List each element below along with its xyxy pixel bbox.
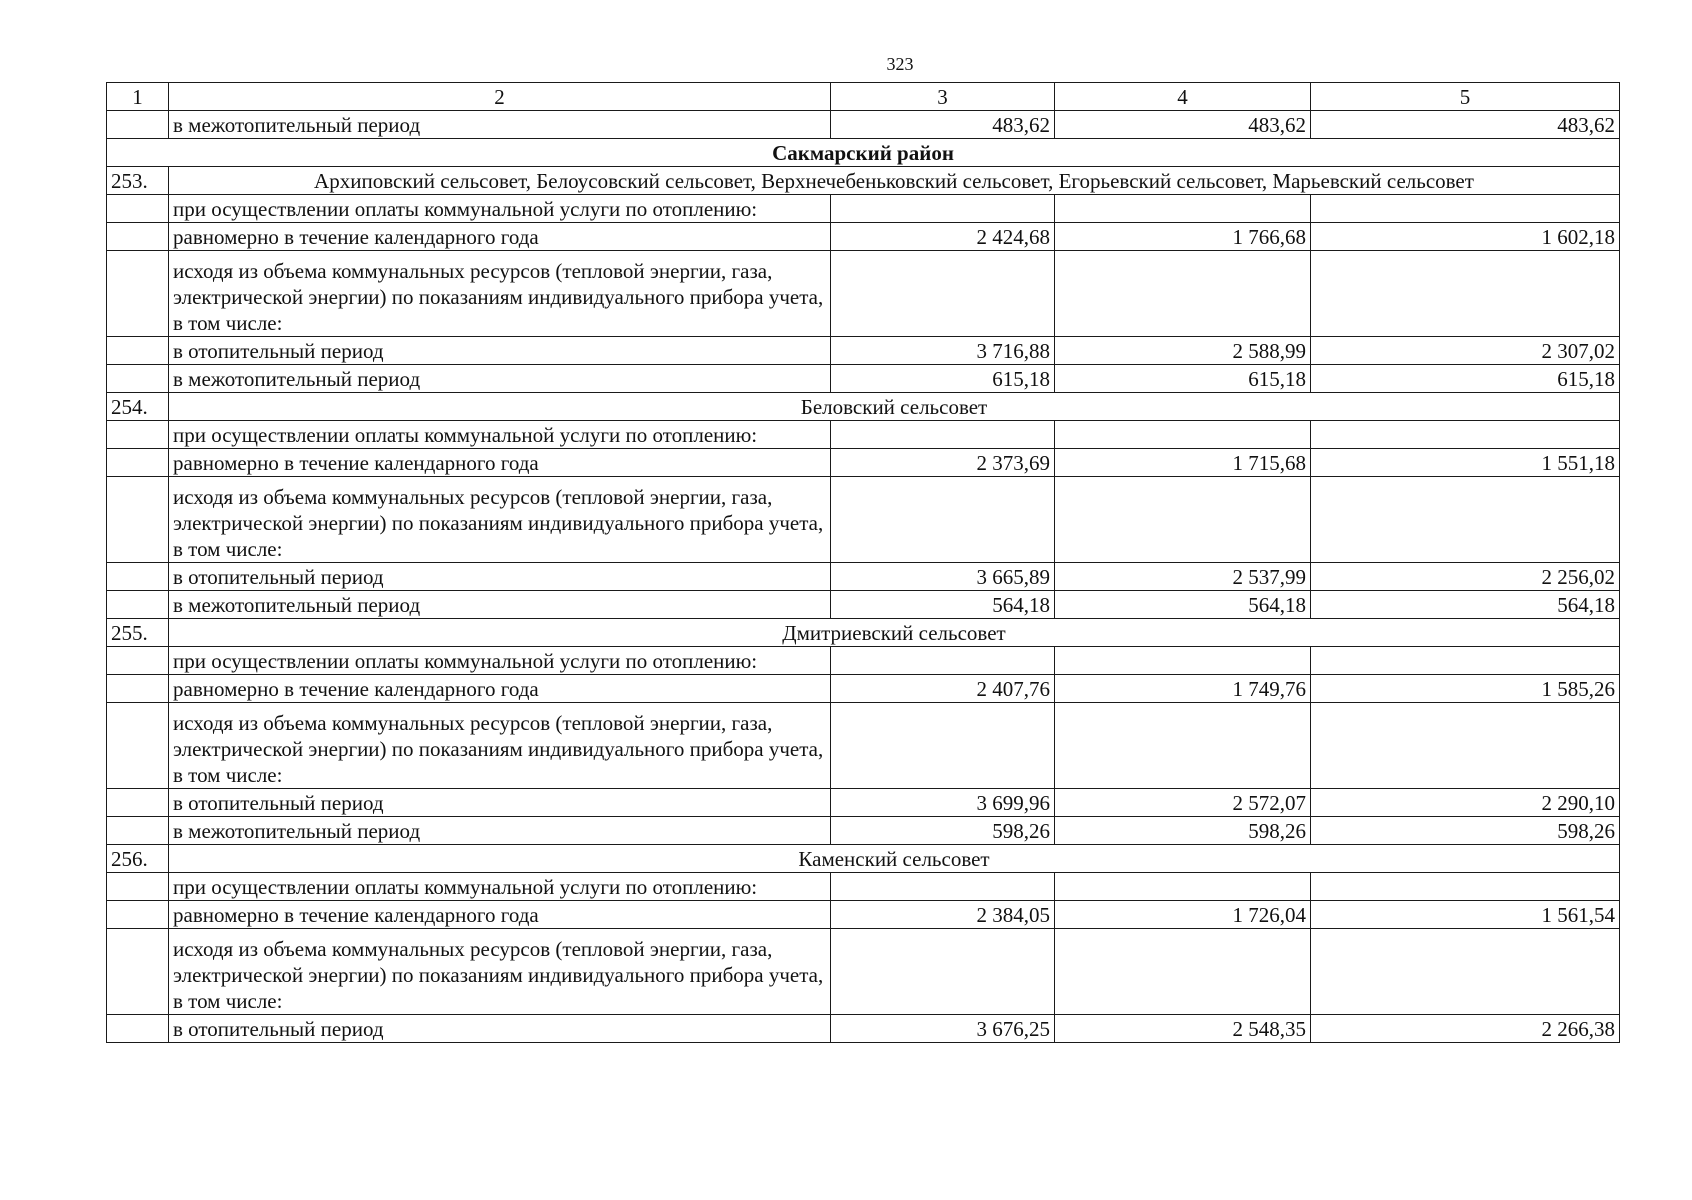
column-header-3: 3 [831,83,1055,111]
municipality-name: Архиповский сельсовет, Белоусовский сельсовет, Верхнечебеньковский сельсовет, Егорьевский сельсовет, Марьевский сельсовет [169,167,1620,195]
table-row [107,817,1620,845]
value-col-3 [831,647,1055,675]
row-number-cell [107,1015,169,1043]
table-row [107,337,1620,365]
row-number-cell [107,223,169,251]
row-label: равномерно в течение календарного года [169,449,831,477]
value-col-4: 1 715,68 [1055,449,1311,477]
value-col-4 [1055,703,1311,789]
row-label: в межотопительный период [169,365,831,393]
column-header-4: 4 [1055,83,1311,111]
value-col-3 [831,251,1055,337]
item-number: 255. [107,619,169,647]
row-label: исходя из объема коммунальных ресурсов (тепловой энергии, газа, электрической энергии) по показаниям индивидуального прибора учета, в том числе: [169,251,831,337]
row-label: при осуществлении оплаты коммунальной услуги по отоплению: [169,195,831,223]
value-col-5: 2 256,02 [1311,563,1620,591]
value-col-4: 1 766,68 [1055,223,1311,251]
table-row [107,449,1620,477]
row-number-cell [107,591,169,619]
municipality-name: Каменский сельсовет [169,845,1620,873]
value-col-3: 3 716,88 [831,337,1055,365]
table-row [107,591,1620,619]
municipality-name: Дмитриевский сельсовет [169,619,1620,647]
table-body [107,83,1620,1043]
table-row [107,929,1620,1015]
value-col-3: 598,26 [831,817,1055,845]
row-number-cell [107,477,169,563]
value-col-4 [1055,929,1311,1015]
value-col-5: 2 290,10 [1311,789,1620,817]
value-col-3: 3 665,89 [831,563,1055,591]
value-col-4: 483,62 [1055,111,1311,139]
value-col-4: 2 588,99 [1055,337,1311,365]
table-row [107,111,1620,139]
table-row [107,251,1620,337]
row-number-cell [107,195,169,223]
value-col-5: 598,26 [1311,817,1620,845]
value-col-3 [831,195,1055,223]
district-name: Сакмарский район [107,139,1620,167]
row-label: в межотопительный период [169,817,831,845]
value-col-5: 564,18 [1311,591,1620,619]
value-col-5 [1311,477,1620,563]
value-col-5: 2 266,38 [1311,1015,1620,1043]
row-label: в отопительный период [169,337,831,365]
value-col-4 [1055,647,1311,675]
table-row [107,675,1620,703]
value-col-5: 1 551,18 [1311,449,1620,477]
column-header-1: 1 [107,83,169,111]
value-col-4: 1 749,76 [1055,675,1311,703]
value-col-4 [1055,873,1311,901]
value-col-5: 1 561,54 [1311,901,1620,929]
value-col-5: 483,62 [1311,111,1620,139]
value-col-5 [1311,703,1620,789]
value-col-4: 2 548,35 [1055,1015,1311,1043]
value-col-4: 598,26 [1055,817,1311,845]
value-col-4: 2 572,07 [1055,789,1311,817]
value-col-4: 1 726,04 [1055,901,1311,929]
value-col-4: 2 537,99 [1055,563,1311,591]
row-number-cell [107,789,169,817]
row-label: исходя из объема коммунальных ресурсов (тепловой энергии, газа, электрической энергии) по показаниям индивидуального прибора учета, в том числе: [169,929,831,1015]
value-col-3: 615,18 [831,365,1055,393]
value-col-3: 2 373,69 [831,449,1055,477]
table-row [107,223,1620,251]
table-row [107,873,1620,901]
column-header-row [107,83,1620,111]
value-col-3 [831,703,1055,789]
row-number-cell [107,111,169,139]
value-col-5: 1 602,18 [1311,223,1620,251]
value-col-5: 2 307,02 [1311,337,1620,365]
table-row [107,1015,1620,1043]
row-label: в межотопительный период [169,591,831,619]
row-label: в межотопительный период [169,111,831,139]
value-col-3 [831,477,1055,563]
row-label: равномерно в течение календарного года [169,223,831,251]
row-number-cell [107,337,169,365]
value-col-3: 483,62 [831,111,1055,139]
table-row [107,901,1620,929]
value-col-5 [1311,195,1620,223]
row-number-cell [107,449,169,477]
value-col-4 [1055,251,1311,337]
row-label: при осуществлении оплаты коммунальной услуги по отоплению: [169,873,831,901]
table-row [107,421,1620,449]
value-col-5 [1311,647,1620,675]
row-label: при осуществлении оплаты коммунальной услуги по отоплению: [169,647,831,675]
table-row [107,195,1620,223]
row-label: при осуществлении оплаты коммунальной услуги по отоплению: [169,421,831,449]
item-number: 253. [107,167,169,195]
value-col-3 [831,873,1055,901]
value-col-3: 2 407,76 [831,675,1055,703]
value-col-4 [1055,421,1311,449]
value-col-3 [831,421,1055,449]
value-col-3: 3 676,25 [831,1015,1055,1043]
value-col-3 [831,929,1055,1015]
value-col-5: 615,18 [1311,365,1620,393]
value-col-4: 564,18 [1055,591,1311,619]
value-col-5: 1 585,26 [1311,675,1620,703]
value-col-5 [1311,251,1620,337]
value-col-3: 2 384,05 [831,901,1055,929]
page-number: 323 [886,54,914,74]
row-number-cell [107,703,169,789]
row-number-cell [107,421,169,449]
value-col-4 [1055,477,1311,563]
row-label: равномерно в течение календарного года [169,675,831,703]
table-row [107,703,1620,789]
row-number-cell [107,251,169,337]
table-row [107,563,1620,591]
item-number: 254. [107,393,169,421]
row-number-cell [107,817,169,845]
row-label: в отопительный период [169,789,831,817]
row-number-cell [107,647,169,675]
municipality-row [107,619,1620,647]
row-label: в отопительный период [169,1015,831,1043]
row-label: равномерно в течение календарного года [169,901,831,929]
municipality-row [107,393,1620,421]
item-number: 256. [107,845,169,873]
table-row [107,647,1620,675]
value-col-3: 3 699,96 [831,789,1055,817]
table-row [107,365,1620,393]
row-number-cell [107,365,169,393]
value-col-5 [1311,929,1620,1015]
value-col-3: 2 424,68 [831,223,1055,251]
row-number-cell [107,901,169,929]
table-row [107,789,1620,817]
row-number-cell [107,873,169,901]
column-header-5: 5 [1311,83,1620,111]
table-row [107,477,1620,563]
tariff-table [106,82,1620,1043]
row-number-cell [107,563,169,591]
row-number-cell [107,929,169,1015]
value-col-4 [1055,195,1311,223]
municipality-name: Беловский сельсовет [169,393,1620,421]
municipality-row [107,167,1620,195]
district-header-row [107,139,1620,167]
column-header-2: 2 [169,83,831,111]
value-col-3: 564,18 [831,591,1055,619]
value-col-5 [1311,873,1620,901]
row-number-cell [107,675,169,703]
municipality-row [107,845,1620,873]
value-col-5 [1311,421,1620,449]
row-label: исходя из объема коммунальных ресурсов (тепловой энергии, газа, электрической энергии) по показаниям индивидуального прибора учета, в том числе: [169,703,831,789]
value-col-4: 615,18 [1055,365,1311,393]
row-label: в отопительный период [169,563,831,591]
row-label: исходя из объема коммунальных ресурсов (тепловой энергии, газа, электрической энергии) по показаниям индивидуального прибора учета, в том числе: [169,477,831,563]
